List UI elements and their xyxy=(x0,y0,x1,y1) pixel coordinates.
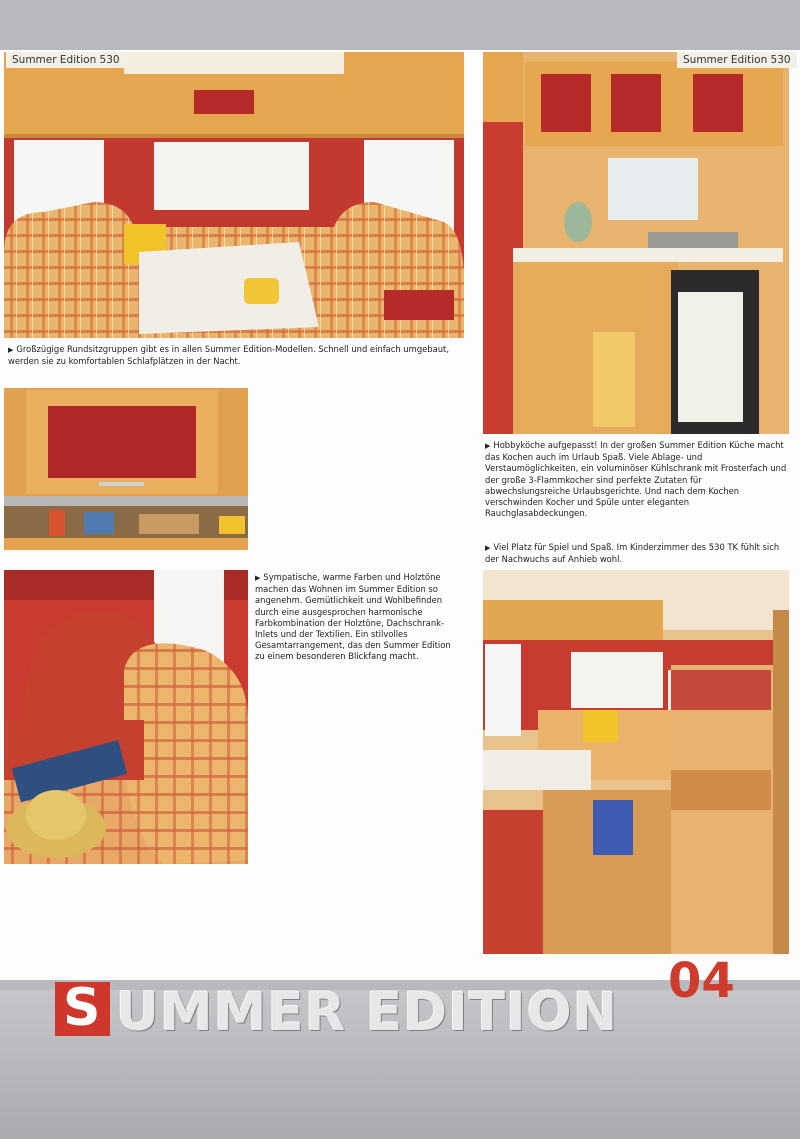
caption-seating: ▶ Großzügige Rundsitzgruppen gibt es in allen Summer Edition-Modellen. Schnell und einfach umgebaut, werden sie zu komfortablen Schlafplätzen in der Nacht. xyxy=(8,344,450,367)
photo-cabinet-detail xyxy=(4,388,248,550)
page-number: 04 xyxy=(668,953,735,1009)
photo-seating-area xyxy=(4,52,464,338)
bullet-triangle-icon: ▶ xyxy=(8,346,14,354)
bullet-triangle-icon: ▶ xyxy=(255,574,261,582)
caption-kids: ▶ Viel Platz für Spiel und Spaß. Im Kinderzimmer des 530 TK fühlt sich der Nachwuchs auf Anhieb wohl. xyxy=(485,542,780,565)
caption-colors: ▶ Sympatische, warme Farben und Holztöne machen das Wohnen im Summer Edition so angenehm. Gemütlichkeit und Wohlbefinden durch eine ausgesprochen harmonische Farbkombination der Holztöne, Dachschrank-Inlets und der Textilien. Ein stilvolles Gesamtarrangement, das den Summer Edition zu einem besonderen Blickfang macht. xyxy=(255,572,451,662)
seating-illustration xyxy=(4,52,464,338)
model-tag-left: Summer Edition 530 xyxy=(6,52,126,68)
bullet-triangle-icon: ▶ xyxy=(485,442,491,450)
photo-kitchen xyxy=(483,52,789,434)
caption-kitchen: ▶ Hobbyköche aufgepasst! In der großen Summer Edition Küche macht das Kochen auch im Urlaub Spaß. Viele Ablage- und Verstaumöglichkeiten, ein voluminöser Kühlschrank mit Frosterfach und der große 3-Flammkocher sind perfekte Zutaten für abwechslungsreiche Urlaubsgerichte. Und nach dem Kochen verschwinden Kocher und Spüle unter eleganten Rauchglasabdeckungen. xyxy=(485,440,787,519)
seat-corner-illustration xyxy=(4,570,248,864)
logo-s-letter: S xyxy=(63,978,101,1038)
model-tag-right: Summer Edition 530 xyxy=(677,52,797,68)
bullet-triangle-icon: ▶ xyxy=(485,544,491,552)
kids-room-illustration xyxy=(483,570,789,954)
cabinet-illustration xyxy=(4,388,248,550)
photo-kids-room xyxy=(483,570,789,954)
kitchen-illustration xyxy=(483,52,789,434)
brand-title: UMMER EDITION xyxy=(116,982,619,1043)
photo-seat-corner xyxy=(4,570,248,864)
logo-s-box xyxy=(55,978,110,1038)
